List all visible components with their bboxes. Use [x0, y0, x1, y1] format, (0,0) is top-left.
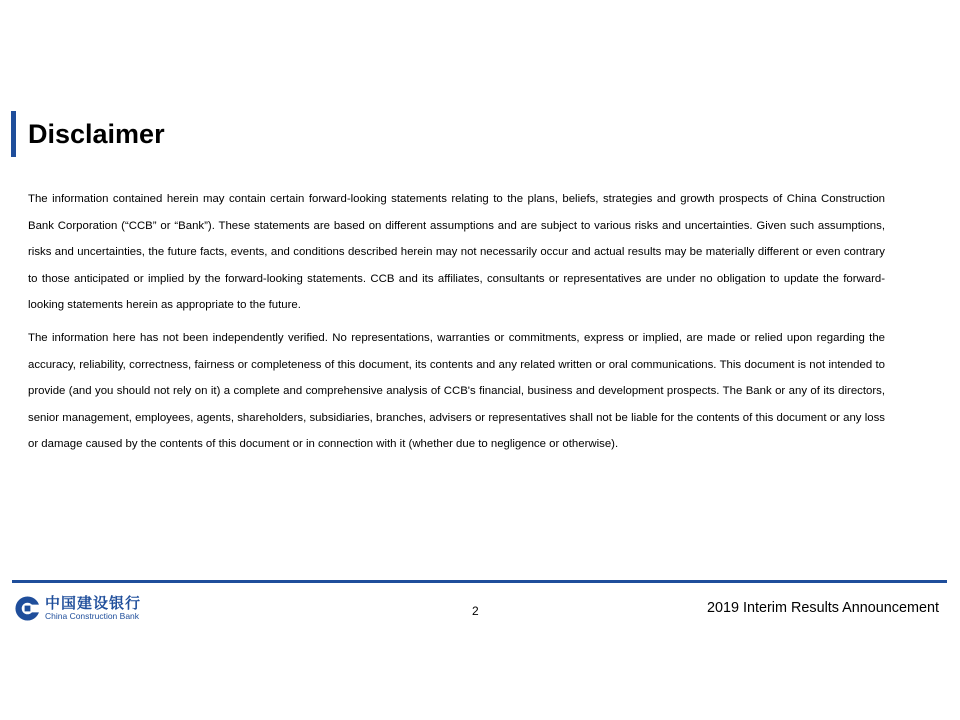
ccb-logo	[14, 594, 141, 622]
page-number: 2	[472, 604, 479, 618]
disclaimer-paragraph-1: The information contained herein may contain certain forward-looking statements relating to the plans, beliefs, strategies and growth prospects of China Construction Bank Corporation (“CCB” or “Bank”). These statements are based on different assumptions and are subject to various risks and uncertainties. Given such assumptions, risks and uncertainties, the future facts, events, and conditions described herein may not necessarily occur and actual results may be materially different or even contrary to those anticipated or implied by the forward-looking statements. CCB and its affiliates, consultants or representatives are under no obligation to update the forward-looking statements herein as appropriate to the future.	[28, 193, 885, 312]
footer-title: 2019 Interim Results Announcement	[707, 600, 939, 616]
bank-name-english: China Construction Bank	[45, 611, 140, 621]
bank-name-chinese: 中国建设银行	[45, 594, 142, 612]
footer-divider	[12, 580, 947, 583]
ccb-logo-icon	[14, 595, 41, 622]
title-accent-bar	[11, 111, 16, 157]
page-title: Disclaimer	[28, 119, 165, 149]
disclaimer-paragraph-2: The information here has not been independently verified. No representations, warranties or commitments, express or implied, are made or relied upon regarding the accuracy, reliability, correctness, fairness or completeness of this document, its contents and any related written or oral communications. This document is not intended to provide (and you should not rely on it) a complete and comprehensive analysis of CCB's financial, business and development prospects. The Bank or any of its directors, senior management, employees, agents, shareholders, subsidiaries, branches, advisers or representatives shall not be liable for the contents of this document or any loss or damage caused by the contents of this document or in connection with it (whether due to negligence or otherwise).	[28, 331, 885, 451]
disclaimer-body	[28, 186, 885, 464]
